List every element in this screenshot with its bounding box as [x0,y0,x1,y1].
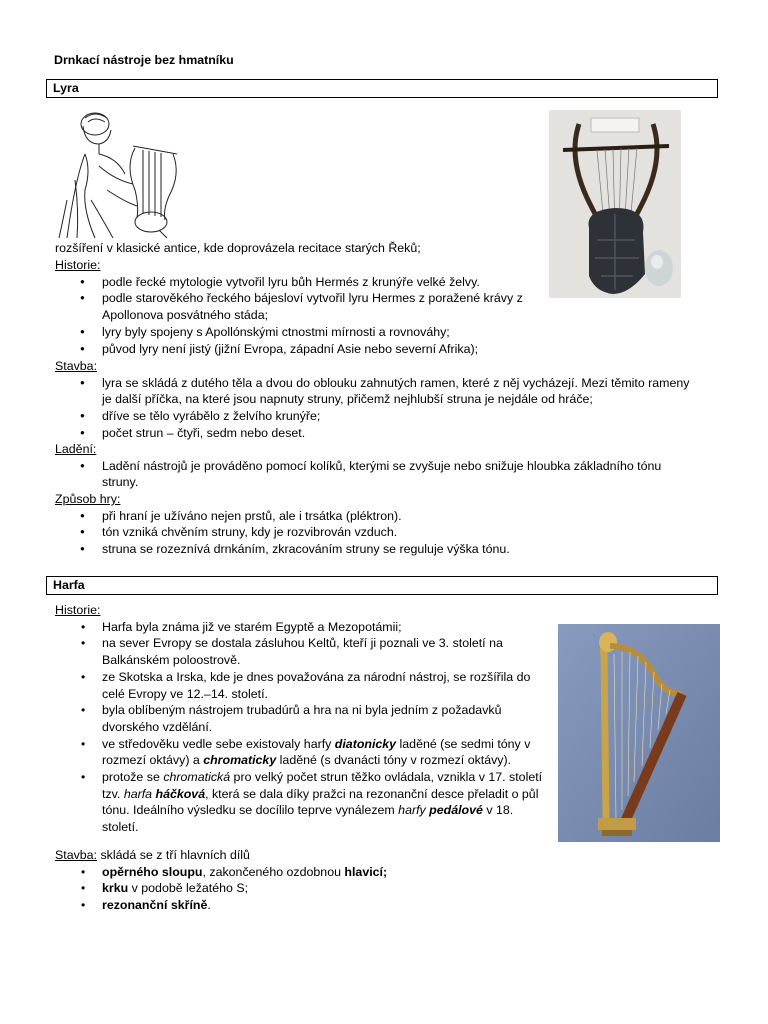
harfa-content-stavba [55,847,550,914]
term-krk: krku [102,881,129,896]
term-operny-sloup: opěrného sloupu [102,864,203,879]
section-heading-lyra: Lyra [46,79,718,98]
term-pedalove: pedálové [429,803,483,818]
lyra-ladeni-label: Ladění: [55,442,97,456]
text-fragment: ve středověku vedle sebe existovaly harfy [102,736,335,751]
term-chromaticky: chromaticky [203,753,277,768]
list-item: ● počet strun – čtyři, sedm nebo deset. [55,425,695,442]
list-item: • ze Skotska a Irska, kde je dnes považována za národní nástroj, se rozšířila do celé Evropy ve 12.–14. století. [55,669,550,702]
list-item: • byla oblíbeným nástrojem trubadúrů a hra na ni byla jedním z požadavků dvorského vzdělání. [55,702,550,735]
term-hackova: háčková [155,786,206,801]
list-item: ● Ladění nástrojů je prováděno pomocí kolíků, kterými se zvyšuje nebo snižuje hloubka základního tónu struny. [55,458,695,491]
text-fragment: laděné (s dvanácti tóny v rozmezí oktávy). [276,753,512,768]
term-diatonicky: diatonicky [334,736,397,751]
list-item [55,736,550,769]
harfa-stavba-label: Stavba: [55,848,98,862]
section-heading-harfa: Harfa [46,576,718,595]
text-fragment: . [207,898,211,913]
text-fragment: pro velký počet strun těžko ovládala, vznikla v 17. století tzv. [102,770,543,801]
list-item: ● při hraní je užíváno nejen prstů, ale i trsátka (pléktron). [55,508,695,525]
text-fragment: v 18. století. [102,803,514,835]
list-item: ● původ lyry není jistý (jižní Evropa, západní Asie nebo severní Afrika); [55,341,545,358]
list-item: ● dříve se tělo vyrábělo z želvího krunýře; [55,408,695,425]
text-fragment: protože se [102,770,164,785]
harfa-stavba-text: skládá se z tří hlavních dílů [97,848,250,862]
lyra-zpusob-label: Způsob hry: [55,492,121,506]
harfa-content-historie [55,602,550,836]
lyra-content-stavba [55,358,695,442]
harp-photo [558,624,720,842]
list-item: ● podle starověkého řeckého bájesloví vytvořil lyru Hermes z poražené krávy z Apollonova posvátného stáda; [55,290,545,323]
list-item [55,864,550,881]
list-item [55,897,550,914]
lyra-content-historie [55,257,545,357]
document-title: Drnkací nástroje bez hmatníku [54,53,234,67]
lyra-content-ladeni [55,441,695,491]
list-item: ● struna se rozeznívá drnkáním, zkracováním struny se reguluje výška tónu. [55,541,695,558]
text-fragment: v podobě ležatého S; [128,881,249,896]
lyra-content-zpusob [55,491,695,558]
lyra-historie-label: Historie: [55,258,101,272]
term-harfy: harfy [398,803,430,818]
list-item: ● lyra se skládá z dutého těla a dvou do oblouku zahnutých ramen, které z něj vycházejí. Mezi těmito rameny je další příčka, na které jsou napnuty struny, přičemž nejhlubší struna je nejdále od hráče; [55,375,695,408]
list-item: ● lyry byly spojeny s Apollónskými ctnostmi mírnosti a rovnováhy; [55,324,545,341]
term-hlavice: hlavicí; [344,864,388,879]
harfa-historie-label: Historie: [55,603,101,617]
text-fragment: , zakončeného ozdobnou [202,864,345,879]
text-fragment: , která se dala díky pražci na rezonanční desce přeladit o půl tónu. Ideálního výsledku se docílilo teprve vynálezem [102,786,539,818]
list-item: • Harfa byla známa již ve starém Egyptě a Mezopotámii; [55,619,550,636]
list-item [55,880,550,897]
list-item: • na sever Evropy se dostala zásluhou Keltů, kteří ji poznali ve 3. století na Balkánském poloostrově. [55,635,550,668]
lyra-intro: rozšíření v klasické antice, kde doprovázela recitace starých Řeků; [55,241,421,255]
list-item: ● tón vzniká chvěním struny, kdy je rozvibrován vzduch. [55,524,695,541]
lyre-photo [549,110,681,298]
lyra-stavba-label: Stavba: [55,359,98,373]
term-harfa: harfa [123,786,156,801]
list-item: ● podle řecké mytologie vytvořil lyru bůh Hermés z krunýře velké želvy. [55,274,545,291]
list-item [55,769,550,836]
lyre-player-illustration [55,110,190,240]
term-chromaticka: chromatická [163,770,231,785]
text-fragment: laděné (se sedmi tóny v rozmezí oktávy) a [102,736,531,768]
term-rezonancni-skrin: rezonanční skříně [102,898,208,913]
